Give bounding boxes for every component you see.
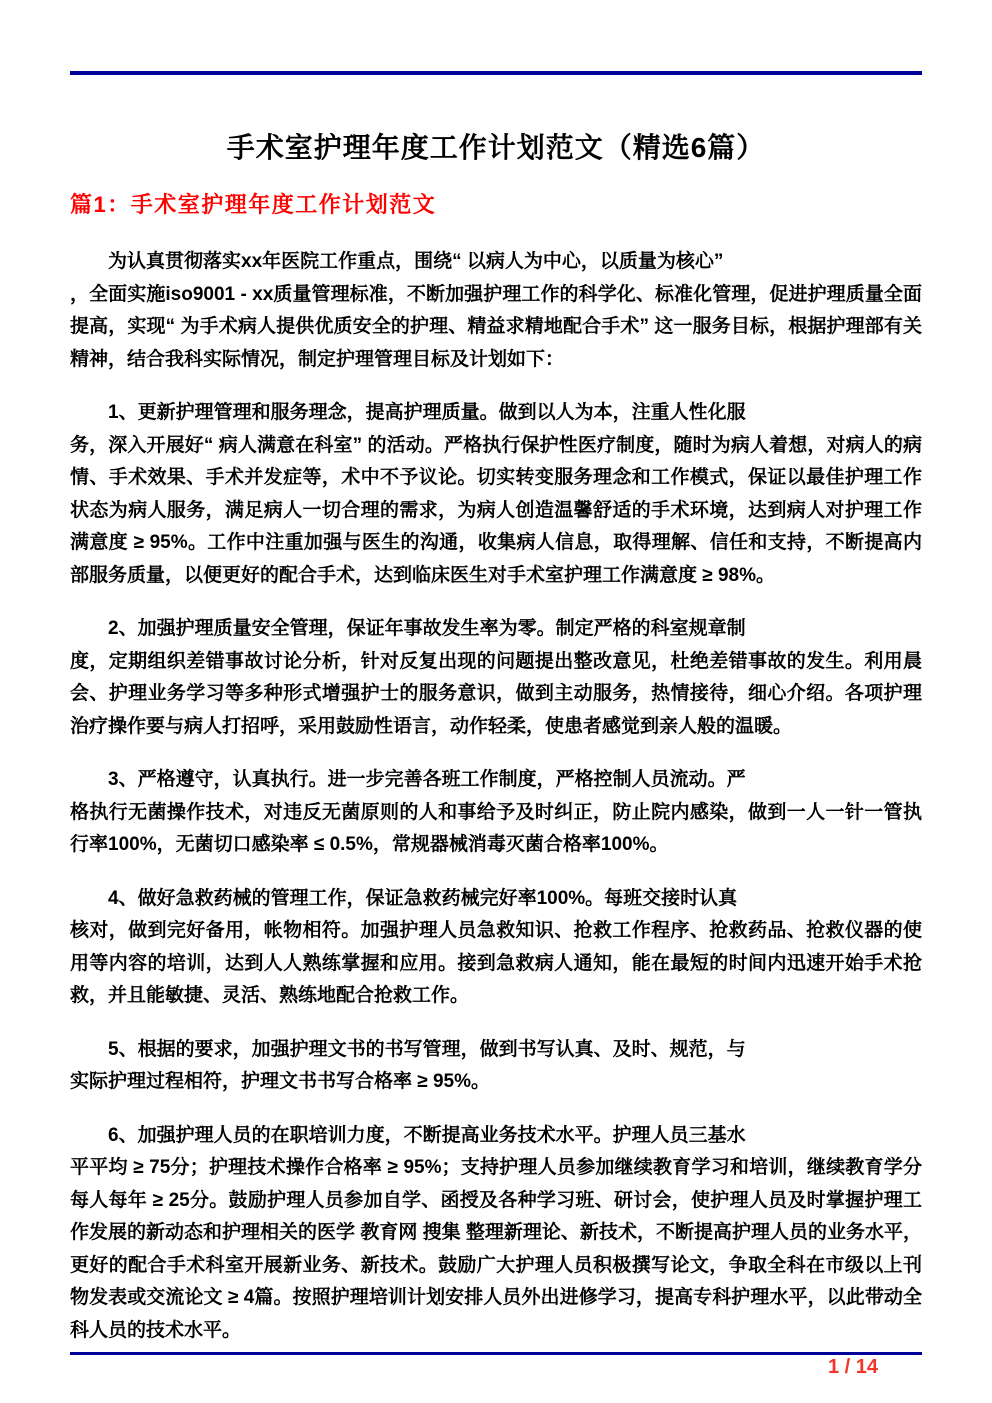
paragraph-continuation: 度，定期组织差错事故讨论分析，针对反复出现的问题提出整改意见，杜绝差错事故的发生。利用晨会、护理业务学习等多种形式增强护士的服务意识，做到主动服务，热情接待，细心介绍。各项护理治疗操作要与病人打招呼，采用鼓励性语言，动作轻柔，使患者感觉到亲人般的温暖。 (70, 650, 922, 737)
paragraph-item-6 (70, 1120, 922, 1347)
document-body (70, 246, 922, 1346)
document-title: 手术室护理年度工作计划范文（精选6篇） (226, 132, 766, 163)
paragraph-continuation: 实际护理过程相符，护理文书书写合格率 ≥ 95%。 (70, 1071, 491, 1092)
section-heading: 篇1：手术室护理年度工作计划范文 (70, 192, 437, 217)
header-rule (70, 71, 922, 75)
paragraph-item-1 (70, 397, 922, 592)
paragraph-first-line: 3、严格遵守，认真执行。进一步完善各班工作制度，严格控制人员流动。严 (108, 769, 746, 790)
paragraph-first-line: 1、更新护理管理和服务理念，提高护理质量。做到以人为本，注重人性化服 (108, 402, 746, 423)
paragraph-item-4 (70, 883, 922, 1013)
paragraph-item-2 (70, 613, 922, 743)
paragraph-item-5 (70, 1034, 922, 1099)
paragraph-intro (70, 246, 922, 376)
paragraph-first-line: 2、加强护理质量安全管理，保证年事故发生率为零。制定严格的科室规章制 (108, 618, 746, 639)
page-number: 1 / 14 (827, 1356, 878, 1378)
paragraph-first-line: 4、做好急救药械的管理工作，保证急救药械完好率100%。每班交接时认真 (108, 887, 738, 909)
paragraph-first-line: 为认真贯彻落实xx年医院工作重点，围绕“ 以病人为中心，以质量为核心” (108, 251, 724, 272)
paragraph-item-3 (70, 764, 922, 862)
paragraph-continuation: 务，深入开展好“ 病人满意在科室” 的活动。严格执行保护性医疗制度，随时为病人着想，对病人的病情、手术效果、手术并发症等，术中不予议论。切实转变服务理念和工作模式，保证以最佳护理工作状态为病人服务，满足病人一切合理的需求，为病人创造温馨舒适的手术环境，达到病人对护理工作满意度 ≥ 95%。工作中注重加强与医生的沟通，收集病人信息，取得理解、信任和支持，不断提高内部服务质量，以便更好的配合手术，达到临床医生对手术室护理工作满意度 ≥ 98%。 (70, 434, 922, 586)
footer-rule (70, 1352, 922, 1355)
paragraph-first-line: 5、根据的要求，加强护理文书的书写管理，做到书写认真、及时、规范，与 (108, 1038, 746, 1060)
paragraph-continuation: 平平均 ≥ 75分；护理技术操作合格率 ≥ 95%；支持护理人员参加继续教育学习和培训，继续教育学分每人每年 ≥ 25分。鼓励护理人员参加自学、函授及各种学习班、研讨会，使护理人员及时掌握护理工作发展的新动态和护理相关的医学 教育网 搜集 整理新理论、新技术，不断提高护理人员的业务水平，更好的配合手术科室开展新业务、新技术。鼓励广大护理人员积极撰写论文，争取全科在市级以上刊物发表或交流论文 ≥ 4篇。按照护理培训计划安排人员外出进修学习，提高专科护理水平，以此带动全科人员的技术水平。 (70, 1157, 922, 1341)
paragraph-first-line: 6、加强护理人员的在职培训力度，不断提高业务技术水平。护理人员三基水 (108, 1124, 746, 1146)
paragraph-continuation: 格执行无菌操作技术，对违反无菌原则的人和事给予及时纠正，防止院内感染，做到一人一针一管执行率100%，无菌切口感染率 ≤ 0.5%，常规器械消毒灭菌合格率100%。 (70, 801, 922, 855)
paragraph-continuation: 核对，做到完好备用，帐物相符。加强护理人员急救知识、抢救工作程序、抢救药品、抢救仪器的使用等内容的培训，达到人人熟练掌握和应用。接到急救病人通知，能在最短的时间内迅速开始手术抢救，并且能敏捷、灵活、熟练地配合抢救工作。 (70, 920, 922, 1006)
paragraph-continuation: ，全面实施iso9001 - xx质量管理标准，不断加强护理工作的科学化、标准化管理，促进护理质量全面提高，实现“ 为手术病人提供优质安全的护理、精益求精地配合手术” 这一服务目标，根据护理部有关精神，结合我科实际情况，制定护理管理目标及计划如下： (70, 283, 922, 370)
